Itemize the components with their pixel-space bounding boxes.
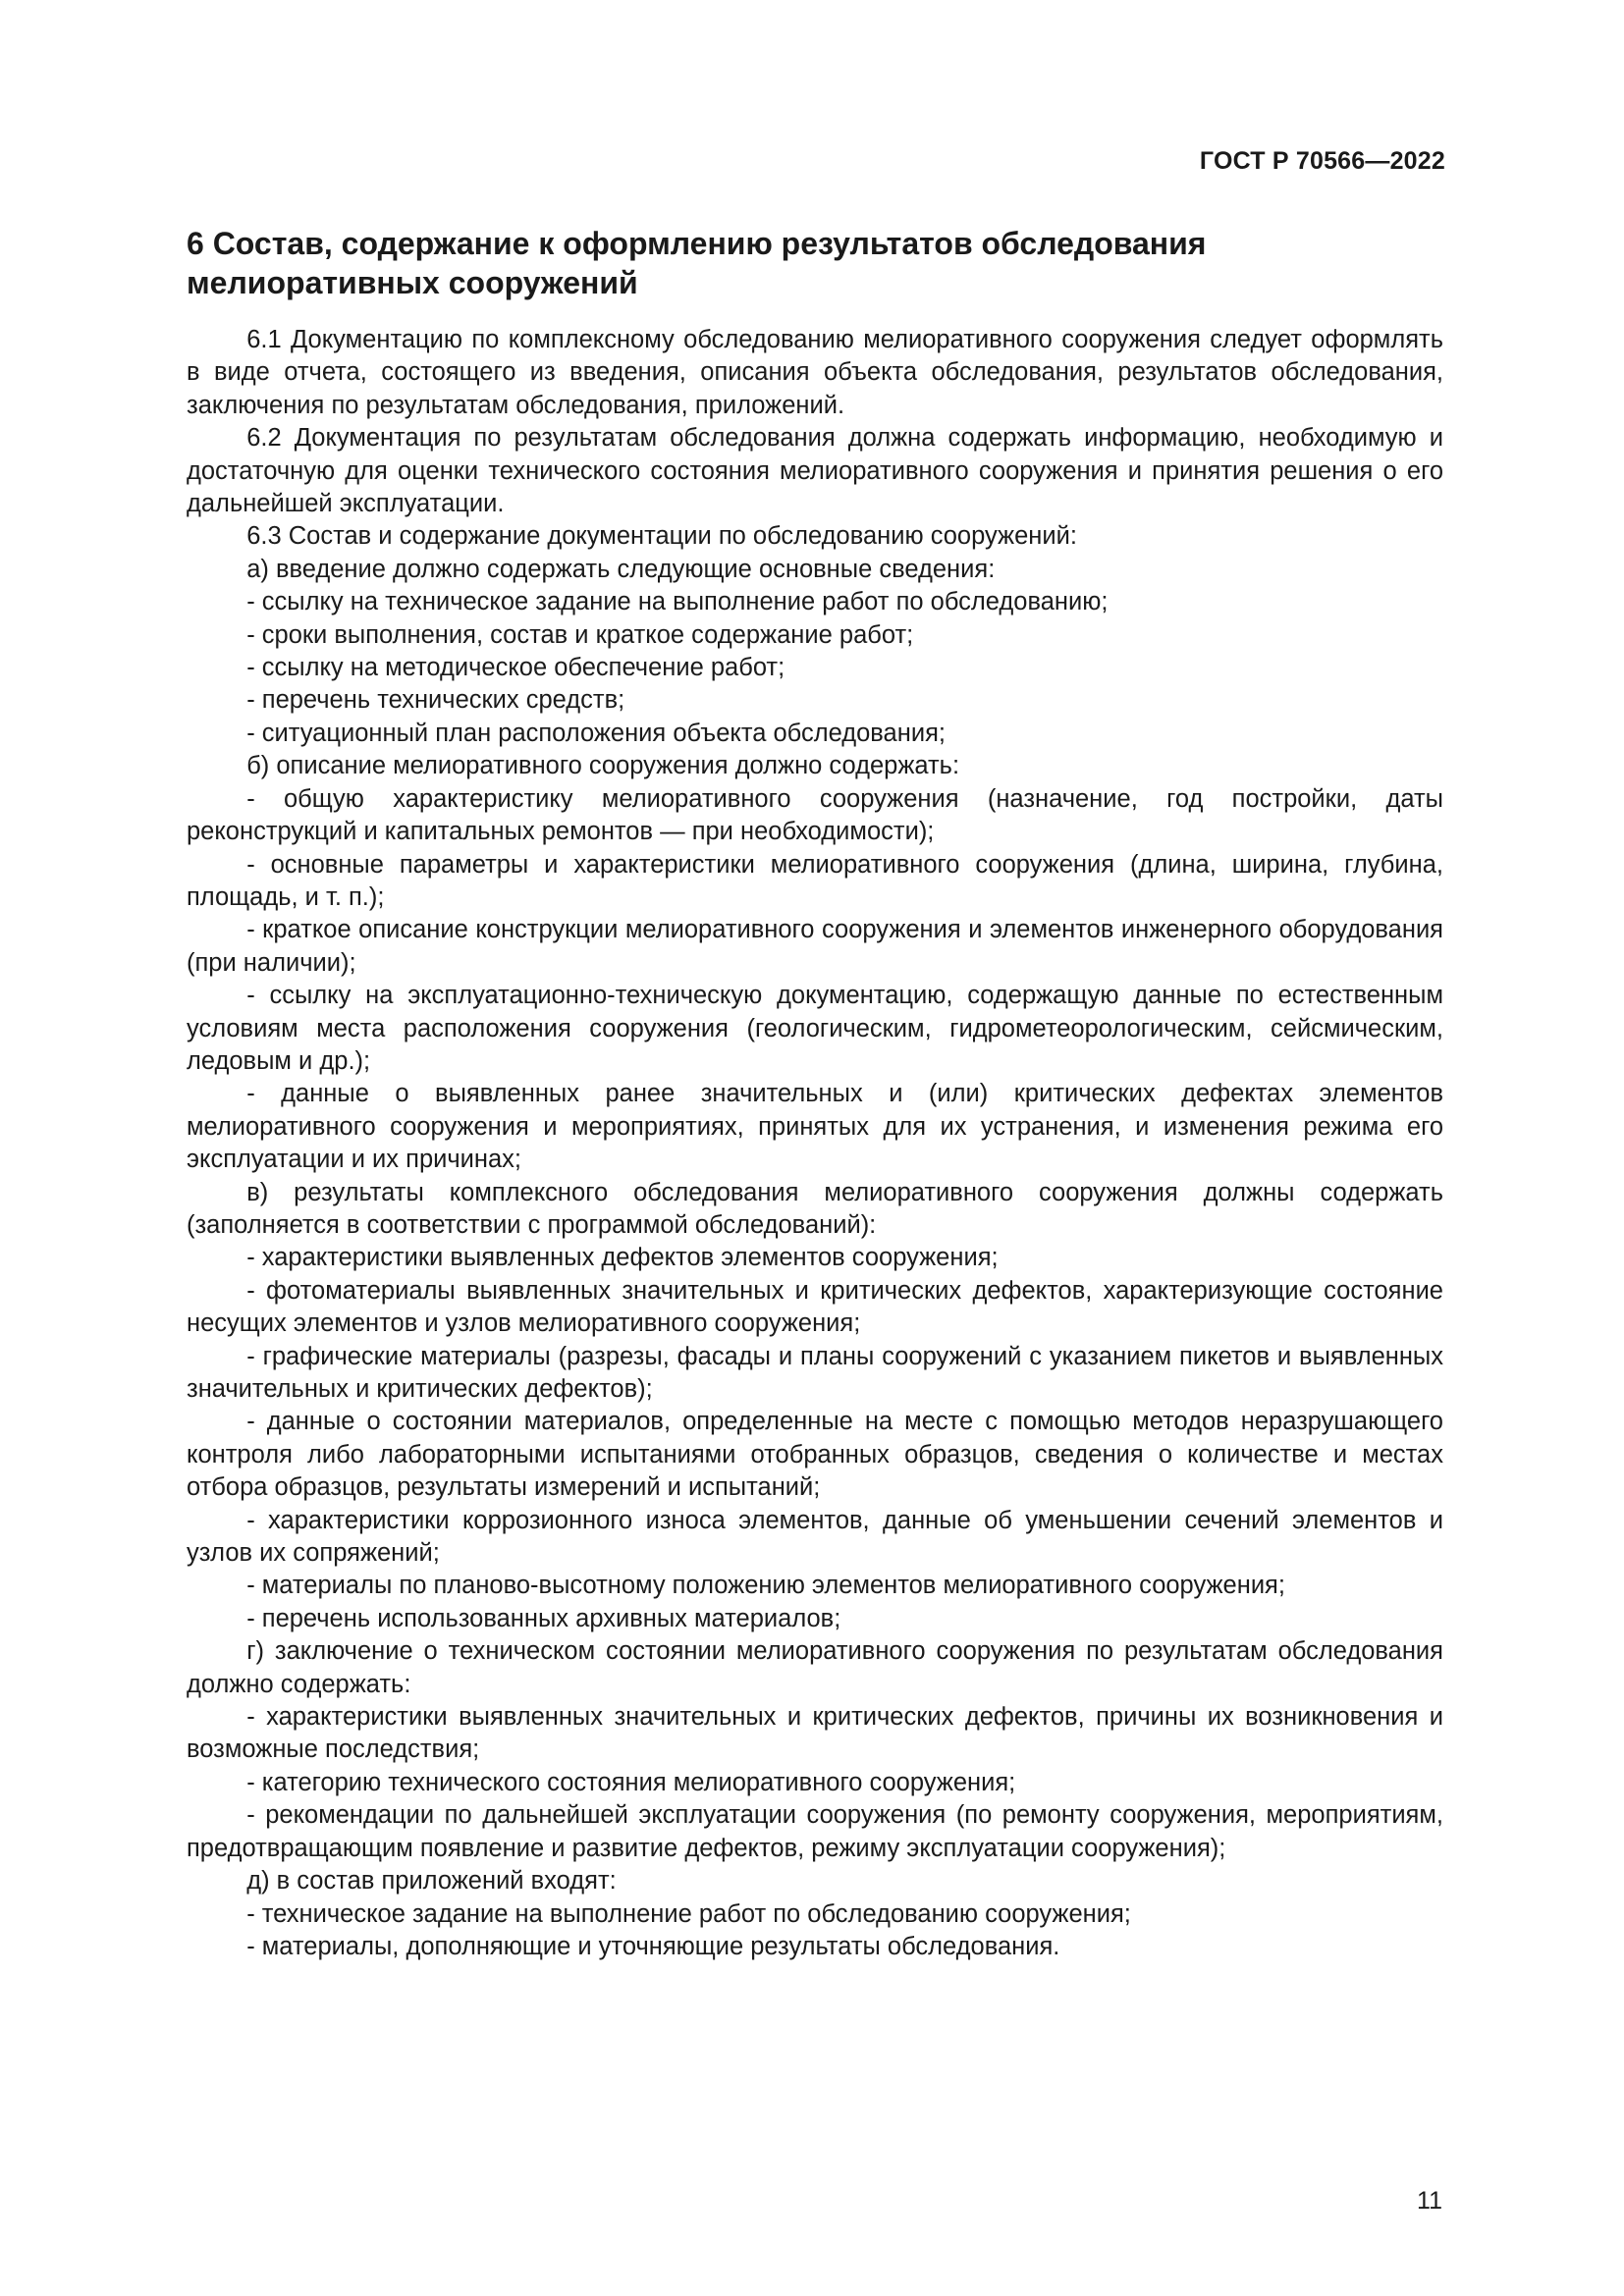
paragraph: - перечень технических средств; <box>246 686 625 715</box>
paragraph: - данные о выявленных ранее значительных и (или) критических дефектах элементов мелиоративного сооружения и мероприятиях, принятых для их устранения, и изменения режима его эксплуатации и их причинах; <box>187 1080 1443 1174</box>
paragraph: в) результаты комплексного обследования мелиоративного сооружения должны содержать (заполняется в соответствии с программой обследований): <box>187 1178 1443 1239</box>
page-number: 11 <box>1417 2187 1442 2215</box>
paragraph: а) введение должно содержать следующие основные сведения: <box>246 555 996 583</box>
page-content <box>187 224 1443 1963</box>
paragraph: - ситуационный план расположения объекта обследования; <box>246 719 946 747</box>
paragraph: - основные параметры и характеристики мелиоративного сооружения (длина, ширина, глубина, площадь, и т. п.); <box>187 850 1443 911</box>
paragraph: б) описание мелиоративного сооружения должно содержать: <box>246 752 960 780</box>
paragraph: 6.3 Состав и содержание документации по обследованию сооружений: <box>246 522 1077 551</box>
paragraph: - ссылку на методическое обеспечение работ; <box>246 654 785 682</box>
paragraph: - материалы по планово-высотному положению элементов мелиоративного сооружения; <box>246 1572 1285 1600</box>
paragraph: - ссылку на эксплуатационно-техническую документацию, содержащую данные по естественным условиям места расположения сооружения (геологическим, гидрометеорологическим, сейсмическим, ледовым и др.); <box>187 982 1443 1075</box>
paragraph: - графические материалы (разрезы, фасады и планы сооружений с указанием пикетов и выявленных значительных и критических дефектов); <box>187 1342 1443 1403</box>
section-body <box>187 324 1443 1963</box>
paragraph: - ссылку на техническое задание на выполнение работ по обследованию; <box>246 588 1109 616</box>
paragraph: д) в состав приложений входят: <box>246 1867 617 1896</box>
paragraph: - общую характеристику мелиоративного сооружения (назначение, год постройки, даты реконструкций и капитальных ремонтов — при необходимости); <box>187 784 1443 846</box>
paragraph: - материалы, дополняющие и уточняющие результаты обследования. <box>246 1932 1060 1960</box>
paragraph: - категорию технического состояния мелиоративного сооружения; <box>246 1768 1016 1796</box>
paragraph: - характеристики коррозионного износа элементов, данные об уменьшении сечений элементов и узлов их сопряжений; <box>187 1506 1443 1568</box>
paragraph: 6.2 Документация по результатам обследования должна содержать информацию, необходимую и достаточную для оценки технического состояния мелиоративного сооружения и принятия решения о его дальнейшей эксплуатации. <box>187 424 1443 518</box>
paragraph: - техническое задание на выполнение работ по обследованию сооружения; <box>246 1899 1131 1928</box>
paragraph: 6.1 Документацию по комплексному обследованию мелиоративного сооружения следует оформлять в виде отчета, состоящего из введения, описания объекта обследования, результатов обследования, заключения по результатам обследования, приложений. <box>187 326 1443 419</box>
section-title: 6 Состав, содержание к оформлению результатов обследования мелиоративных сооружений <box>187 226 1207 300</box>
document-code: ГОСТ Р 70566—2022 <box>1199 147 1445 175</box>
paragraph: - сроки выполнения, состав и краткое содержание работ; <box>246 620 914 649</box>
paragraph: - перечень использованных архивных материалов; <box>246 1604 841 1632</box>
paragraph: - фотоматериалы выявленных значительных и критических дефектов, характеризующие состояние несущих элементов и узлов мелиоративного сооружения; <box>187 1276 1443 1338</box>
paragraph: - характеристики выявленных значительных и критических дефектов, причины их возникновения и возможные последствия; <box>187 1703 1443 1764</box>
paragraph: г) заключение о техническом состоянии мелиоративного сооружения по результатам обследования должно содержать: <box>187 1637 1443 1698</box>
paragraph: - краткое описание конструкции мелиоративного сооружения и элементов инженерного оборудования (при наличии); <box>187 916 1443 977</box>
paragraph: - данные о состоянии материалов, определенные на месте с помощью методов неразрушающего контроля либо лабораторными испытаниями отобранных образцов, сведения о количестве и местах отбора образцов, результаты измерений и испытаний; <box>187 1408 1443 1502</box>
paragraph: - характеристики выявленных дефектов элементов сооружения; <box>246 1244 999 1272</box>
paragraph: - рекомендации по дальнейшей эксплуатации сооружения (по ремонту сооружения, мероприятиям, предотвращающим появление и развитие дефектов, режиму эксплуатации сооружения); <box>187 1801 1443 1862</box>
